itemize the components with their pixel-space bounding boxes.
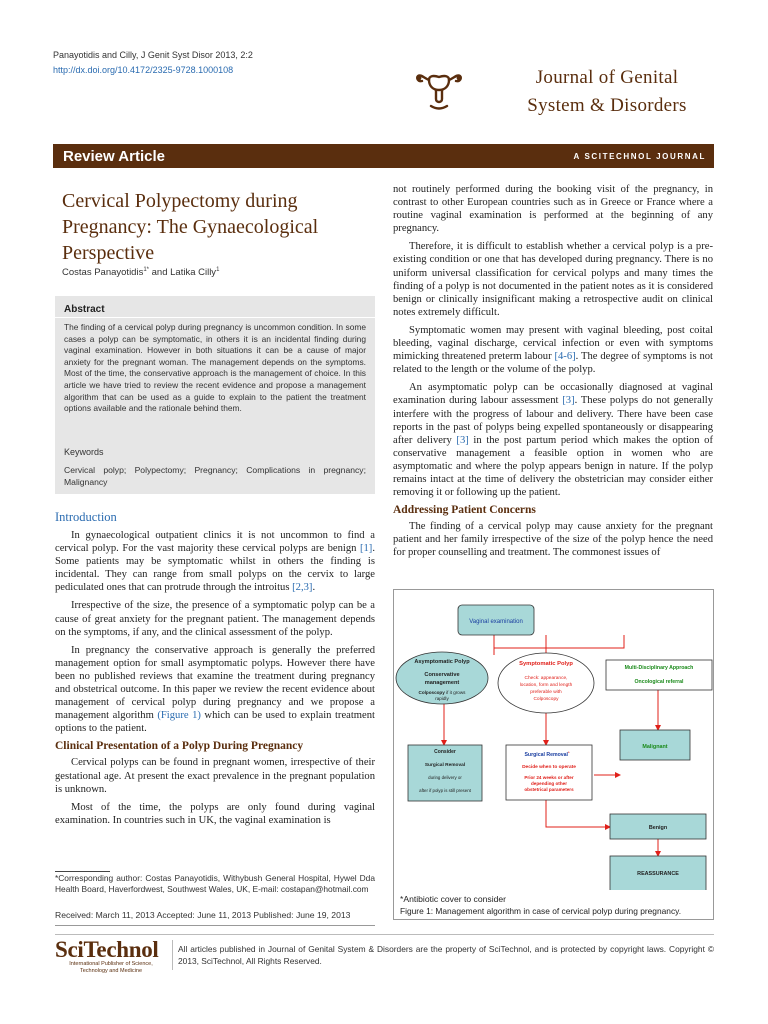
right-p3-text-a: Symptomatic women may present with vaginal bleeding, post coital bleeding, vaginal discharge, cervical infection or even with symptoms mimicking threatened preterm labour <box>393 324 713 363</box>
abstract-heading: Abstract <box>64 304 105 315</box>
surgical-removal-1: Surgical Removal <box>424 763 466 768</box>
prior-l1: Prior 24 weeks or after <box>524 775 574 780</box>
conservative-l1: Conservative <box>424 672 460 678</box>
article-title: Cervical Polypectomy during Pregnancy: The Gynaecological Perspective <box>62 190 319 264</box>
intro-p3-text-b: which can be used to explain treatment options to the patient. <box>55 710 375 735</box>
journal-tagline: A SCITECHNOL JOURNAL <box>573 151 706 161</box>
figure-note: *Antibiotic cover to consider <box>400 894 507 904</box>
check-l1: Check: appearance, <box>524 676 568 681</box>
right-paragraph-1: not routinely performed during the booking visit of the pregnancy, in contrast to other European countries such as in Greece or France where a routine vaginal examination is performed at the beginning of any pregnancy. <box>393 184 713 235</box>
algorithm-diagram <box>394 590 715 890</box>
right-paragraph-3 <box>393 324 713 376</box>
reassurance-text: REASSURANCE <box>637 871 679 877</box>
arrow-benign <box>546 800 610 827</box>
symptomatic-title: Symptomatic Polyp <box>519 661 573 667</box>
clinical-paragraph-1: Cervical polyps can be found in pregnant women, irrespective of their gestational age. At present the exact prevalence in the pregnant population is unknown. <box>55 757 375 795</box>
ref-3-link[interactable]: [3] <box>562 395 575 407</box>
malignant-text: Malignant <box>642 744 668 750</box>
intro-p1-text-c: . <box>312 582 316 594</box>
abstract-text: The finding of a cervical polyp during pregnancy is uncommon condition. In some cases a polyp can be symptomatic, in others it is an incidental finding during vaginal examination. However in both situations it can be a cause of major anxiety for the pregnant woman. The management depends on the symptoms. Most of the time, the conservative approach is the management of choice. In this article we have tried to review the recent evidence and propose a management algorithm that can be used as a guide to explain to the patient the treatment options available and the rationale behind them. <box>64 322 366 414</box>
intro-paragraph-2: Irrespective of the size, the presence of a symptomatic polyp can be a cause of great anxiety for the pregnant patient. The management depends on the symptoms, if any, and the clinical assessment of the polyp. <box>55 600 375 638</box>
intro-p1-text-b: . Some patients may be symptomatic whilst in others the finding is incidental. They can range from small polyps on the cervix to large pediculated ones that can protrude through the introitus <box>55 543 375 594</box>
keywords-heading: Keywords <box>64 447 104 457</box>
right-paragraph-4 <box>393 381 713 499</box>
intro-p1-text-a: In gynaecological outpatient clinics it is not uncommon to find a cervical polyp. For the vast majority these cervical polyps are benign <box>55 530 375 555</box>
check-l2: location, form and length <box>519 683 573 688</box>
concerns-paragraph-1: The finding of a cervical polyp may cause anxiety for the pregnant patient and her family irrespective of the size of the polyp hence the need for proper counselling and treatment. The commonest issues of <box>393 521 713 559</box>
right-p4-text-a: An asymptomatic polyp can be occasionally diagnosed at vaginal examination during labour assessment <box>393 382 713 407</box>
right-p3-text-b: . The degree of symptoms is not related to the length or the volume of the polyp. <box>393 351 713 376</box>
author-1: Costas Panayotidis <box>62 267 144 279</box>
journal-title <box>492 64 722 120</box>
left-column <box>55 508 375 832</box>
authors-and: and Latika Cilly <box>149 267 217 279</box>
doi-link[interactable]: http://dx.doi.org/10.4172/2325-9728.1000108 <box>53 65 234 75</box>
footnote-rule <box>55 871 110 872</box>
ref-4-6-link[interactable]: [4-6] <box>554 351 576 363</box>
authors <box>62 267 219 278</box>
check-l4: Colposcopy <box>533 697 559 702</box>
author-2-mark: 1 <box>216 267 220 273</box>
scitechnol-brand: SciTechnol <box>55 937 159 962</box>
scitechnol-tag-l2: Technology and Medicine <box>79 968 143 974</box>
article-type-banner <box>53 144 714 168</box>
intro-paragraph-3 <box>55 644 375 736</box>
check-l3: preferable with <box>530 690 562 695</box>
during-delivery: during delivery or <box>428 775 462 780</box>
surgical-removal-2-line <box>524 750 570 758</box>
article-type: Review Article <box>63 147 165 165</box>
ref-2-3-link[interactable]: [2,3] <box>292 582 313 594</box>
journal-title-line1: Journal of Genital <box>535 67 679 88</box>
clinical-presentation-heading: Clinical Presentation of a Polyp During Pregnancy <box>55 740 304 753</box>
figure-1-link[interactable]: (Figure 1) <box>157 710 201 722</box>
footer-rule <box>55 934 714 935</box>
patient-concerns-heading: Addressing Patient Concerns <box>393 504 536 517</box>
consider-text: Consider <box>434 749 456 755</box>
colposcopy-rest: if it grows <box>444 690 466 695</box>
intro-paragraph-1 <box>55 529 375 594</box>
footer-divider <box>172 940 173 970</box>
surgical-mark: * <box>567 750 570 755</box>
colposcopy-l2: rapidly <box>435 696 449 701</box>
copyright-notice: All articles published in Journal of Genital System & Disorders are the property of SciTechnol, and is protected by copyright laws. Copyright © 2013, SciTechnol, All Rights Reserved. <box>178 944 714 966</box>
right-p4-text-c: in the post partum period which makes the option of conservative management a feasible option in women who are asymptomatic and where the polyp appears benign in nature. If the polyp remains intact at the time of delivery the obstetrician may consider either removing it or following up the patient. <box>393 434 713 499</box>
colposcopy-bold: Colposcopy <box>418 690 445 695</box>
conn-top <box>494 635 624 648</box>
right-p4-text-b: . These polyps do not generally interfere with the progress of labour and delivery. There have been case reports in the past of polyps being expelled spontaneously or disappearing after delivery <box>393 395 713 446</box>
mda-title: Multi-Disciplinary Approach <box>624 665 694 671</box>
prior-l3: obstetrical parameters <box>524 787 574 792</box>
received-dates: Received: March 11, 2013 Accepted: June 11, 2013 Published: June 19, 2013 <box>55 910 351 920</box>
author-1-mark: 1* <box>143 267 149 273</box>
scitechnol-tag-l1: International Publisher of Science, <box>69 961 153 967</box>
prior-l2: depending other <box>531 781 567 786</box>
intro-heading: Introduction <box>55 510 117 524</box>
keywords-text: Cervical polyp; Polypectomy; Pregnancy; Complications in pregnancy; Malignancy <box>64 465 366 487</box>
received-rule <box>55 925 375 926</box>
scitechnol-logo <box>55 937 167 975</box>
benign-text: Benign <box>648 825 668 831</box>
journal-title-line2: System & Disorders <box>527 95 687 116</box>
surgical-removal-2: Surgical Removal <box>524 752 568 758</box>
colposcopy-line <box>419 690 467 695</box>
figure-1 <box>393 589 714 920</box>
decide-text: Decide when to operate <box>522 765 576 770</box>
asymptomatic-title: Asymptomatic Polyp <box>414 659 470 665</box>
abstract-divider <box>55 317 375 318</box>
citation: Panayotidis and Cilly, J Genit Syst Disor 2013, 2:2 <box>53 50 253 60</box>
clinical-paragraph-2: Most of the time, the polyps are only found during vaginal examination. In countries such in UK, the vaginal examination is <box>55 801 375 826</box>
intro-p3-text-a: In pregnancy the conservative approach is generally the preferred management option for small asymptomatic polyps. However there have been no published reviews that examine the treatment during pregnancy and obstetrical outcome. In this paper we review the recent evidence about management of cervical polyp during pregnancy and we propose a management algorithm <box>55 644 375 722</box>
corresponding-author: *Corresponding author: Costas Panayotidis, Withybush General Hospital, Hywel Dda Health Board, Haverfordwest, Southwest Wales, UK, E-mail: costapan@hotmail.com <box>55 873 375 894</box>
uterus-icon <box>414 66 464 112</box>
vaginal-exam-text: Vaginal examination <box>469 619 523 625</box>
after-polyp: after if polyp is still present <box>419 788 471 793</box>
ref-1-link[interactable]: [1] <box>359 543 373 555</box>
figure-caption: Figure 1: Management algorithm in case of cervical polyp during pregnancy. <box>400 906 682 916</box>
onco-referral: Oncological referral <box>634 679 684 685</box>
ref-3-link-2[interactable]: [3] <box>456 434 469 446</box>
conservative-l2: management <box>424 680 460 686</box>
right-column <box>393 183 713 564</box>
right-paragraph-2: Therefore, it is difficult to establish whether a cervical polyp is a pre-existing condition or one that has developed during pregnancy. There is no uniform universal classification for cervical polyps and many times the finding of a polyp is not documented in the patient notes as it is considered benign or clinically insignificant making a retrospective audit on clinical notes extremely difficult. <box>393 241 713 318</box>
